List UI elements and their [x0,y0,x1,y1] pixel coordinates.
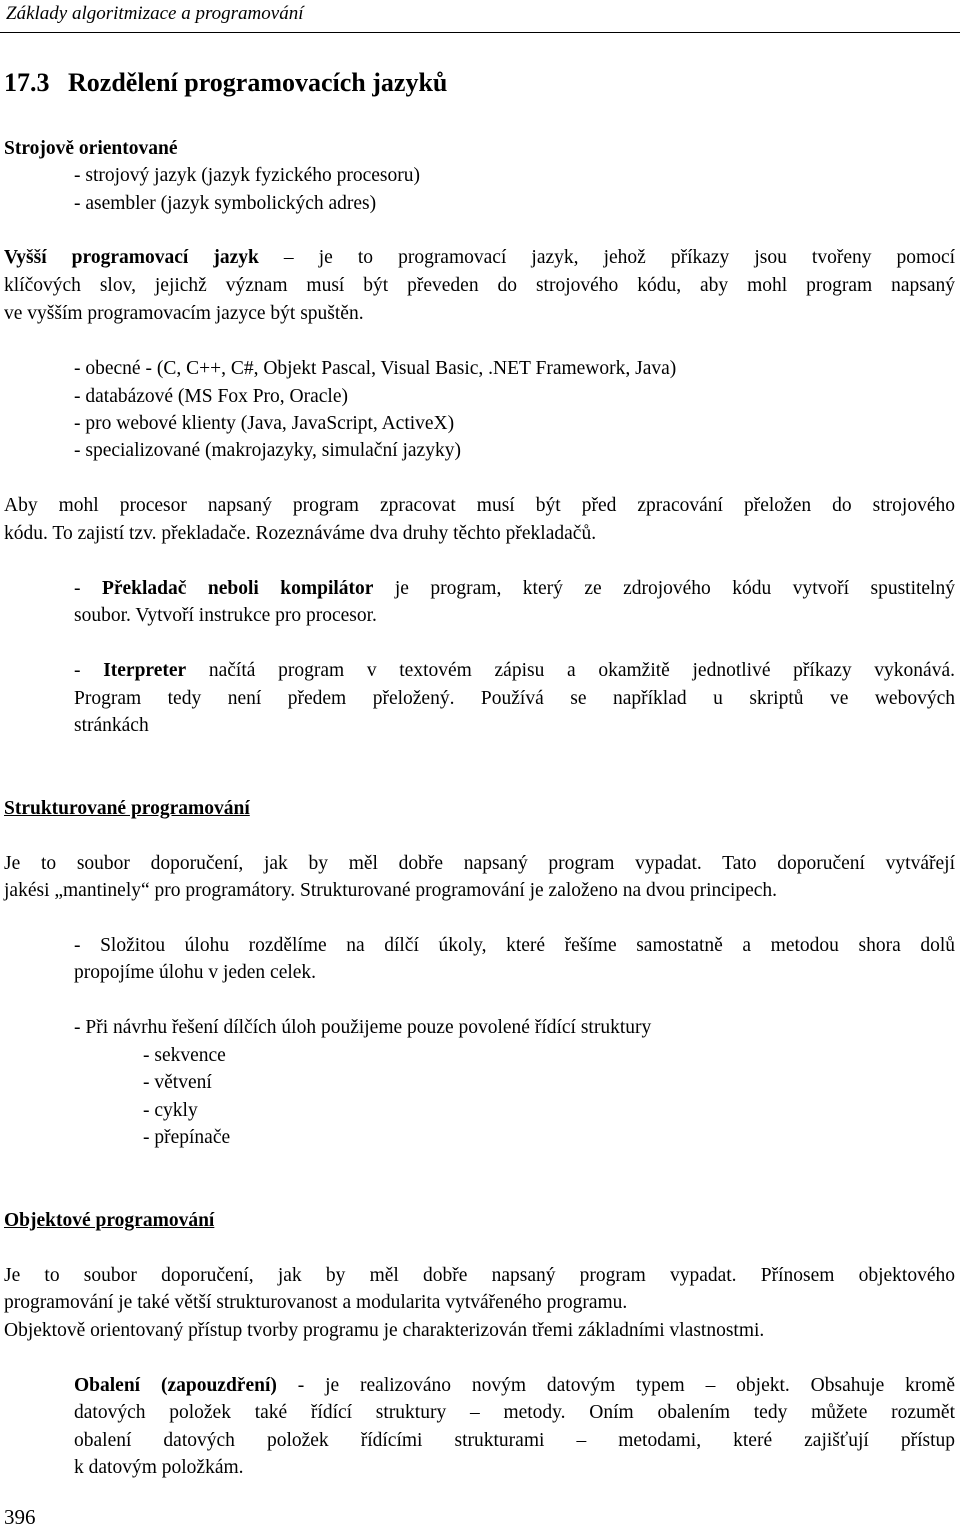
interpreter-text: načítá program v textovém zápisu a okamžitě jednotlivé příkazy vykonává. [186,660,955,681]
translate-line-2: kódu. To zajistí tzv. překladače. Rozeznáváme dva druhy těchto překladačů. [4,523,597,544]
principle-1-line-1: - Složitou úlohu rozdělíme na dílčí úkoly, které řešíme samostatně a metodou shora dolů [74,935,955,956]
control-structure-item: - sekvence [143,1045,226,1066]
language-category: - specializované (makrojazyky, simulační jazyky) [74,440,461,461]
encapsulation-line-2: datových položek také řídící struktury – metody. Oním obalením tedy můžete rozumět [74,1402,955,1423]
section-number: 17.3 [4,68,50,97]
highlevel-line-3: ve vyšším programovacím jazyce být spuštěn. [4,303,364,324]
interpreter-term: Iterpreter [103,660,187,681]
principle-2: - Při návrhu řešení dílčích úloh použijeme pouze povolené řídící struktury [74,1017,652,1038]
interpreter-dash: - [74,660,104,681]
oop-line-3: Objektově orientovaný přístup tvorby programu je charakterizován třemi základními vlastnostmi. [4,1320,765,1341]
machine-item: - strojový jazyk (jazyk fyzického procesoru) [74,165,420,186]
encapsulation-text: - je realizováno novým datovým typem – objekt. Obsahuje kromě [276,1375,955,1396]
oop-line-2: programování je také větší strukturovanost a modularita vytvářeného programu. [4,1292,628,1313]
oop-line-1: Je to soubor doporučení, jak by měl dobře napsaný program vypadat. Přínosem objektového [4,1265,955,1286]
language-category: - databázové (MS Fox Pro, Oracle) [74,386,348,407]
structured-line-1: Je to soubor doporučení, jak by měl dobře napsaný program vypadat. Tato doporučení vytvářejí [4,853,955,874]
structured-heading: Strukturované programování [4,798,250,819]
interpreter-line-1 [74,661,955,681]
interpreter-line-2: Program tedy není předem přeložený. Používá se například u skriptů ve webových [74,688,955,709]
language-category: - obecné - (C, C++, C#, Objekt Pascal, Visual Basic, .NET Framework, Java) [74,358,677,379]
oop-heading: Objektové programování [4,1210,215,1231]
compiler-line-2: soubor. Vytvoří instrukce pro procesor. [74,605,377,626]
section-title-text: Rozdělení programovacích jazyků [68,68,448,97]
compiler-term: Překladač neboli kompilátor [101,578,374,599]
highlevel-term-dash: – [283,247,294,268]
encapsulation-line-3: obalení datových položek řídícími strukturami – metodami, které zajišťují přístup [74,1430,955,1451]
highlevel-text: je to programovací jazyk, jehož příkazy jsou tvořeny pomocí [318,247,956,268]
encapsulation-term: Obalení (zapouzdření) [74,1375,277,1396]
encapsulation-line-1 [74,1376,955,1396]
header-rule [0,32,960,33]
compiler-line-1 [74,579,955,599]
compiler-text: je program, který ze zdrojového kódu vytvoří spustitelný [373,578,955,599]
running-header: Základy algoritmizace a programování [6,3,304,24]
page-number: 396 [4,1505,36,1529]
machine-item: - asembler (jazyk symbolických adres) [74,193,377,214]
structured-line-2: jakési „mantinely“ pro programátory. Strukturované programování je založeno na dvou principech. [4,880,778,901]
control-structure-item: - přepínače [143,1127,231,1148]
interpreter-line-3: stránkách [74,715,149,736]
compiler-dash: - [74,578,102,599]
translate-line-1: Aby mohl procesor napsaný program zpracovat musí být před zpracování přeložen do strojového [4,495,955,516]
highlevel-line-1 [4,248,955,268]
encapsulation-line-4: k datovým položkám. [74,1457,244,1478]
machine-heading: Strojově orientované [4,138,178,159]
control-structure-item: - cykly [143,1100,198,1121]
section-title [4,70,447,96]
highlevel-line-2: klíčových slov, jejichž význam musí být převeden do strojového kódu, aby mohl program napsaný [4,275,955,296]
highlevel-term: Vyšší programovací jazyk [4,247,259,268]
control-structure-item: - větvení [143,1072,212,1093]
language-category: - pro webové klienty (Java, JavaScript, ActiveX) [74,413,455,434]
principle-1-line-2: propojíme úlohu v jeden celek. [74,962,317,983]
